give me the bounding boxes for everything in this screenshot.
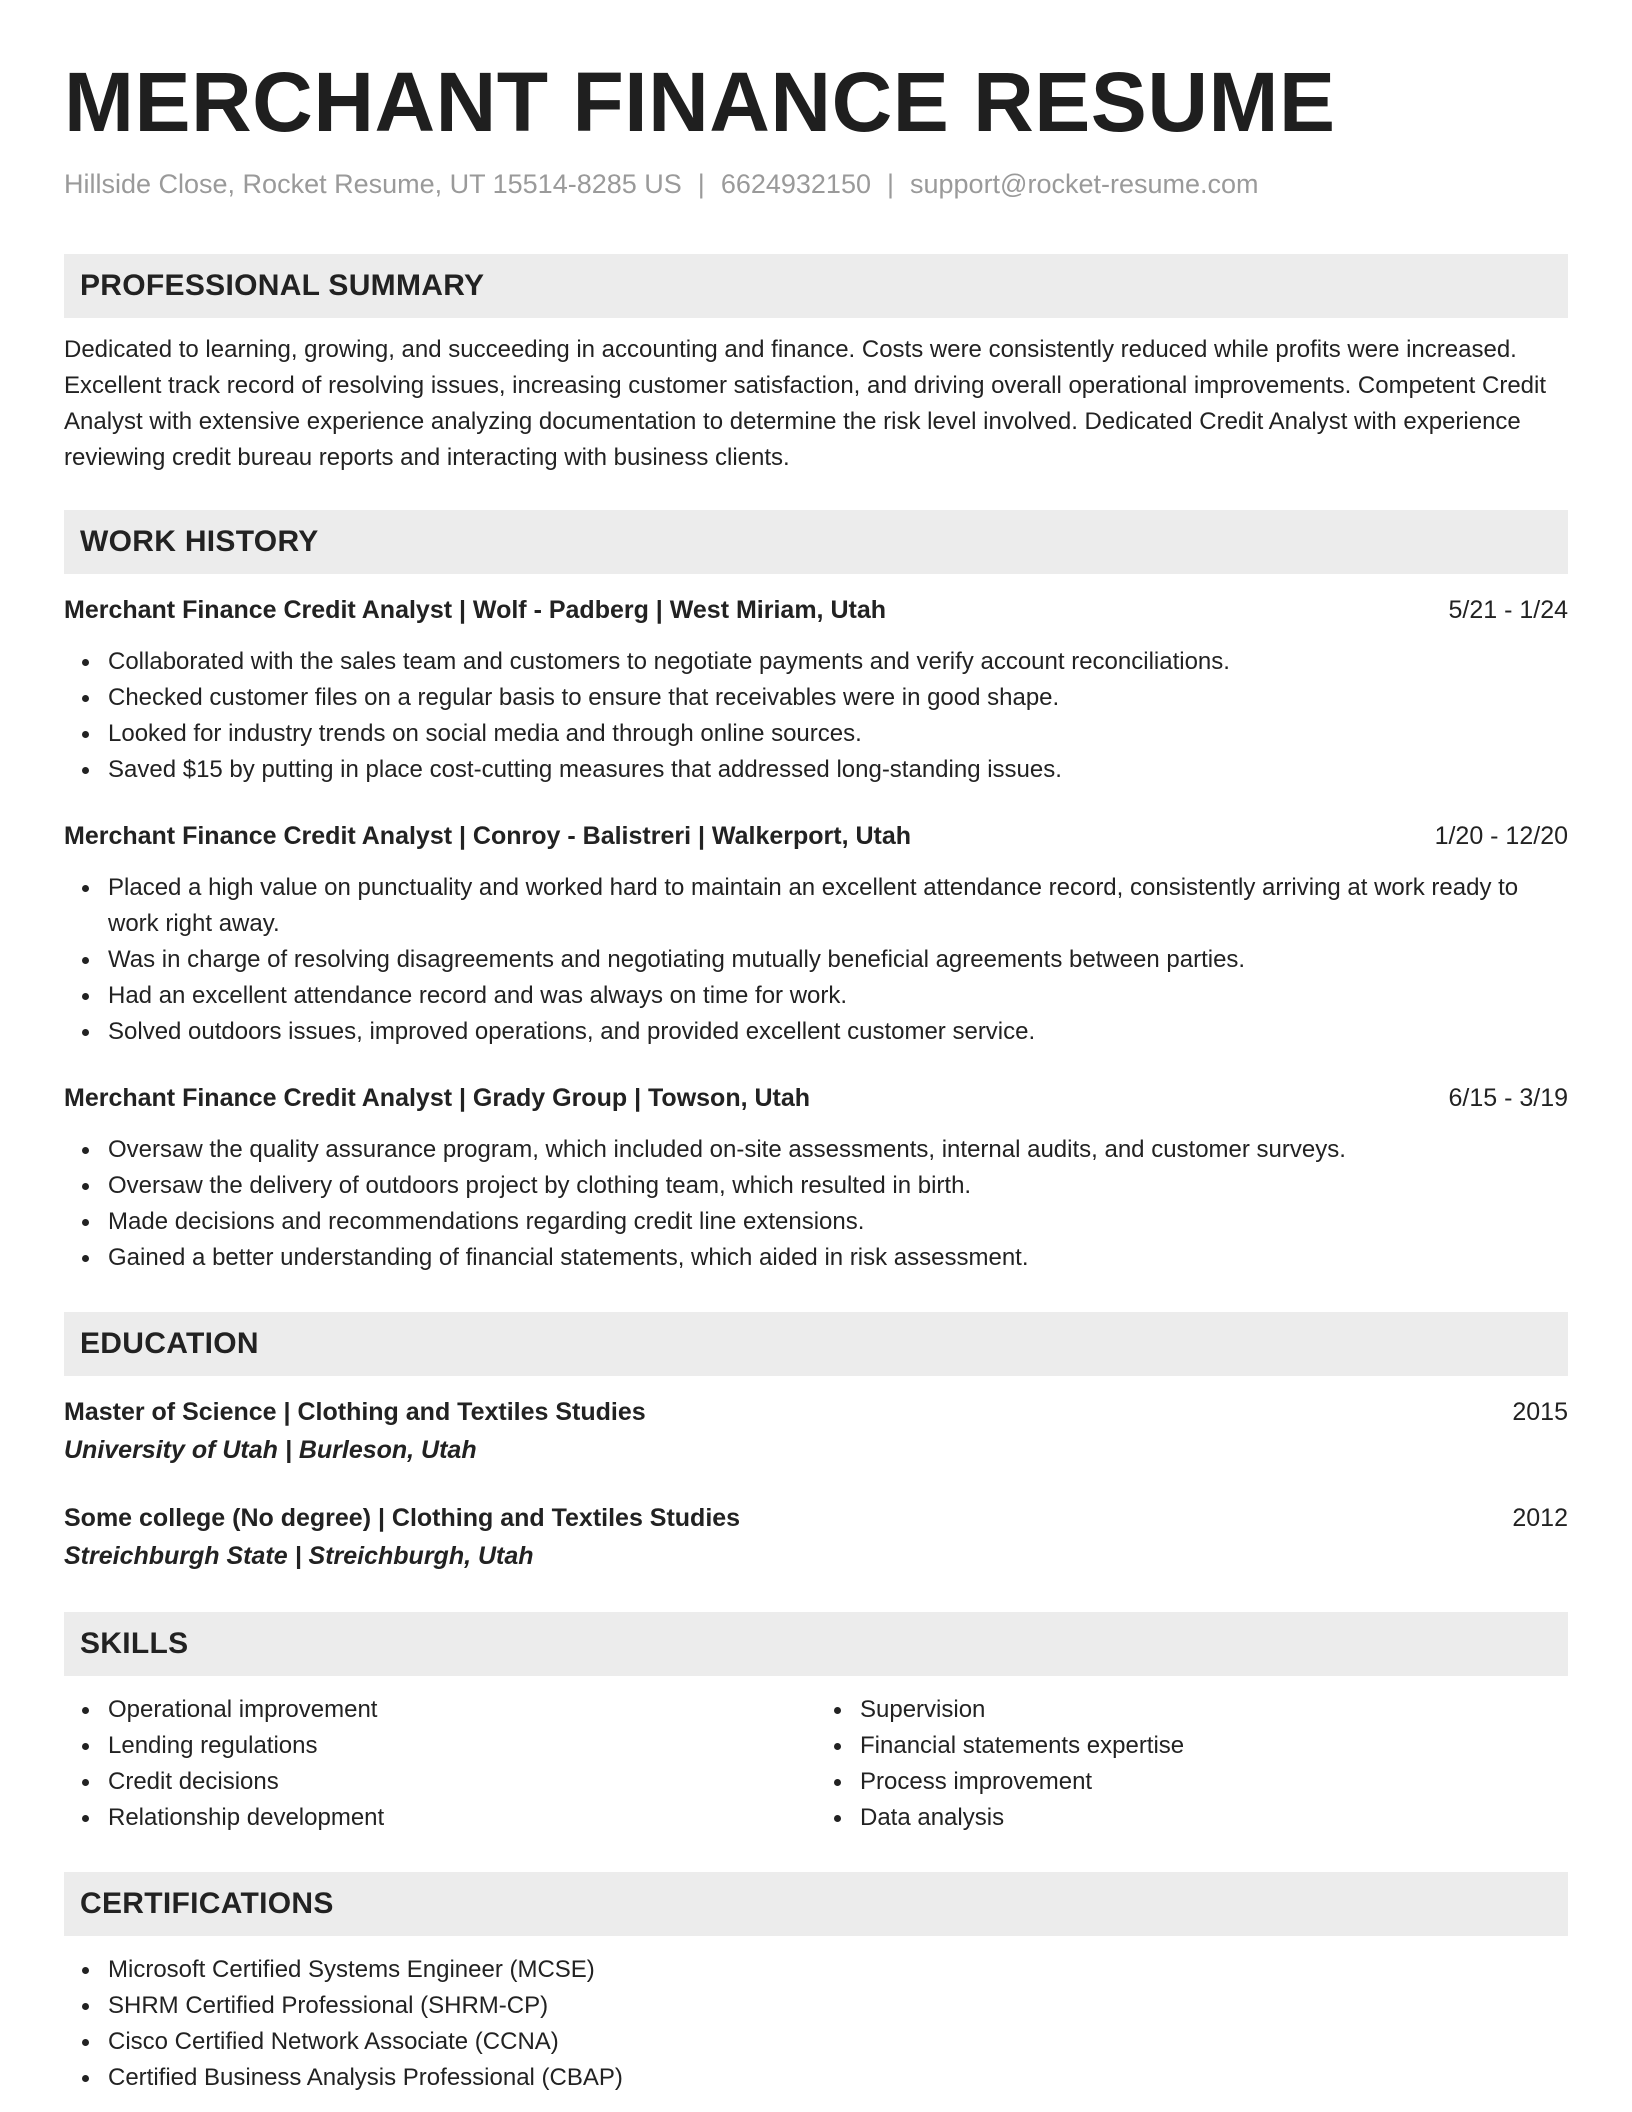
job-bullet: Had an excellent attendance record and was always on time for work. bbox=[108, 978, 1568, 1014]
education-heading: EDUCATION bbox=[64, 1312, 1568, 1376]
summary-text: Dedicated to learning, growing, and succeeding in accounting and finance. Costs were consistently reduced while profits were increased. Excellent track record of resolving issues, increasing customer satisfaction, and driving overall operational improvements. Competent Credit Analyst with extensive experience analyzing documentation to determine the risk level involved. Dedicated Credit Analyst with experience reviewing credit bureau reports and interacting with business clients. bbox=[64, 336, 1547, 471]
certifications-section bbox=[64, 1872, 1568, 2096]
work-history-section bbox=[64, 510, 1568, 1276]
education-entry bbox=[64, 1500, 1568, 1576]
skills-column-right bbox=[816, 1692, 1568, 1836]
job-bullets bbox=[64, 1132, 1568, 1276]
job-bullet: Saved $15 by putting in place cost-cutting measures that addressed long-standing issues. bbox=[108, 752, 1568, 788]
education-header bbox=[64, 1394, 1568, 1430]
job-bullet: Gained a better understanding of financial statements, which aided in risk assessment. bbox=[108, 1240, 1568, 1276]
education-school: Streichburgh State | Streichburgh, Utah bbox=[64, 1542, 534, 1570]
job-title: Merchant Finance Credit Analyst | Grady Group | Towson, Utah bbox=[64, 1084, 811, 1112]
certifications-heading: CERTIFICATIONS bbox=[64, 1872, 1568, 1936]
job-bullet: Looked for industry trends on social media and through online sources. bbox=[108, 716, 1568, 752]
job-header bbox=[64, 592, 1568, 628]
job-bullets bbox=[64, 644, 1568, 788]
education-year: 2015 bbox=[1512, 1398, 1568, 1426]
contact-line bbox=[64, 166, 1568, 202]
resume-title: MERCHANT FINANCE RESUME bbox=[64, 55, 1336, 149]
skill-item: Data analysis bbox=[860, 1800, 1568, 1836]
work-history-heading: WORK HISTORY bbox=[64, 510, 1568, 574]
job-header bbox=[64, 818, 1568, 854]
job-dates: 1/20 - 12/20 bbox=[1434, 822, 1568, 850]
skill-item: Operational improvement bbox=[108, 1692, 816, 1728]
education-degree: Some college (No degree) | Clothing and Textiles Studies bbox=[64, 1504, 741, 1532]
certifications-list bbox=[64, 1952, 1568, 2096]
job-dates: 5/21 - 1/24 bbox=[1448, 596, 1568, 624]
skills-grid bbox=[64, 1692, 1568, 1836]
certification-item: SHRM Certified Professional (SHRM-CP) bbox=[108, 1988, 1568, 2024]
job-entry bbox=[64, 818, 1568, 1050]
job-header bbox=[64, 1080, 1568, 1116]
education-entry bbox=[64, 1394, 1568, 1470]
job-bullet: Made decisions and recommendations regarding credit line extensions. bbox=[108, 1204, 1568, 1240]
contact-separator: | bbox=[697, 169, 705, 199]
summary-section bbox=[64, 254, 1568, 476]
job-entry bbox=[64, 1080, 1568, 1276]
education-school: University of Utah | Burleson, Utah bbox=[64, 1436, 477, 1464]
certification-item: Microsoft Certified Systems Engineer (MCSE) bbox=[108, 1952, 1568, 1988]
skills-section bbox=[64, 1612, 1568, 1836]
job-bullet: Was in charge of resolving disagreements and negotiating mutually beneficial agreements between parties. bbox=[108, 942, 1568, 978]
summary-heading: PROFESSIONAL SUMMARY bbox=[64, 254, 1568, 318]
skills-column-left bbox=[64, 1692, 816, 1836]
education-degree: Master of Science | Clothing and Textiles Studies bbox=[64, 1398, 646, 1426]
job-bullet: Placed a high value on punctuality and worked hard to maintain an excellent attendance record, consistently arriving at work ready to work right away. bbox=[108, 870, 1568, 942]
education-year: 2012 bbox=[1512, 1504, 1568, 1532]
job-bullet: Oversaw the quality assurance program, which included on-site assessments, internal audits, and customer surveys. bbox=[108, 1132, 1568, 1168]
job-bullet: Collaborated with the sales team and customers to negotiate payments and verify account reconciliations. bbox=[108, 644, 1568, 680]
contact-email: support@rocket-resume.com bbox=[910, 169, 1259, 199]
skill-item: Lending regulations bbox=[108, 1728, 816, 1764]
job-dates: 6/15 - 3/19 bbox=[1448, 1084, 1568, 1112]
education-section bbox=[64, 1312, 1568, 1576]
skill-item: Process improvement bbox=[860, 1764, 1568, 1800]
certification-item: Certified Business Analysis Professional (CBAP) bbox=[108, 2060, 1568, 2096]
skill-item: Relationship development bbox=[108, 1800, 816, 1836]
education-header bbox=[64, 1500, 1568, 1536]
job-bullet: Solved outdoors issues, improved operations, and provided excellent customer service. bbox=[108, 1014, 1568, 1050]
job-bullet: Checked customer files on a regular basis to ensure that receivables were in good shape. bbox=[108, 680, 1568, 716]
job-bullet: Oversaw the delivery of outdoors project by clothing team, which resulted in birth. bbox=[108, 1168, 1568, 1204]
job-bullets bbox=[64, 870, 1568, 1050]
skills-list bbox=[816, 1692, 1568, 1836]
certification-item: Cisco Certified Network Associate (CCNA) bbox=[108, 2024, 1568, 2060]
skills-list bbox=[64, 1692, 816, 1836]
contact-address: Hillside Close, Rocket Resume, UT 15514-8285 US bbox=[64, 169, 682, 199]
contact-phone: 6624932150 bbox=[720, 169, 871, 199]
contact-separator: | bbox=[886, 169, 894, 199]
skill-item: Financial statements expertise bbox=[860, 1728, 1568, 1764]
skills-heading: SKILLS bbox=[64, 1612, 1568, 1676]
skill-item: Credit decisions bbox=[108, 1764, 816, 1800]
job-title: Merchant Finance Credit Analyst | Wolf - Padberg | West Miriam, Utah bbox=[64, 596, 886, 624]
job-entry bbox=[64, 592, 1568, 788]
skill-item: Supervision bbox=[860, 1692, 1568, 1728]
job-title: Merchant Finance Credit Analyst | Conroy - Balistreri | Walkerport, Utah bbox=[64, 822, 912, 850]
